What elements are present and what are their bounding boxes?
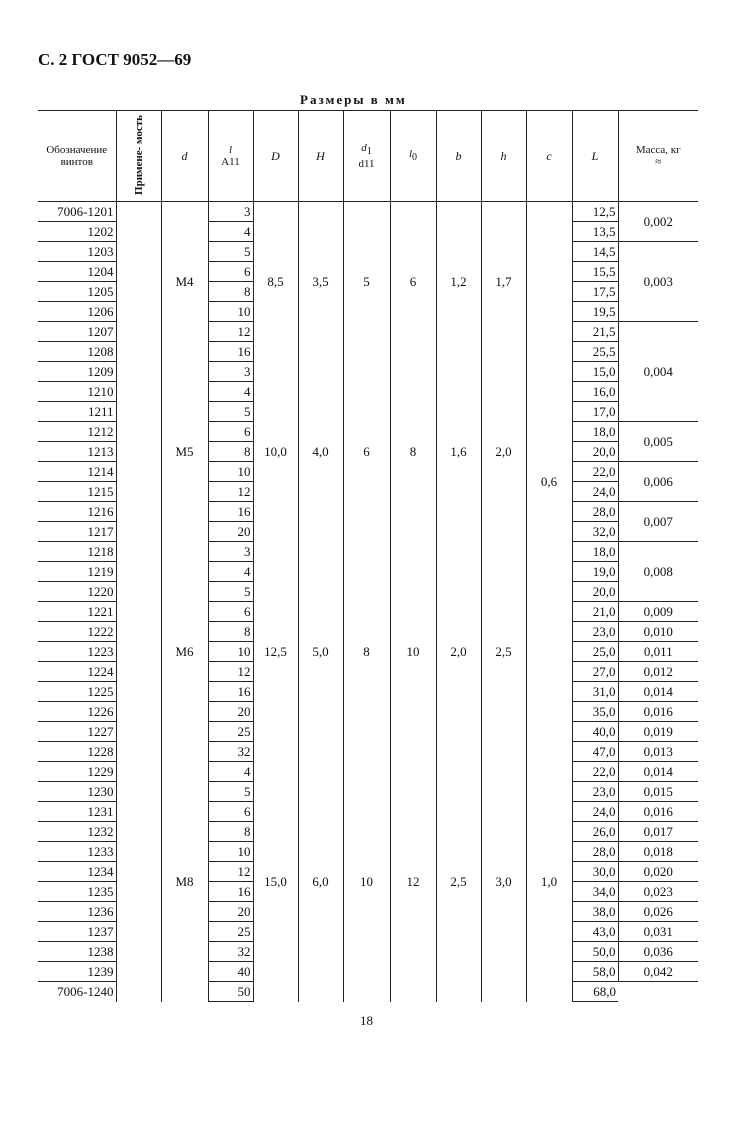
col-header-mass: [618, 111, 698, 202]
dim-c-cell: 0,6: [526, 202, 572, 762]
dim-l0-cell: 12: [390, 762, 436, 1002]
applicability-cell: [116, 382, 161, 402]
total-length-L-cell: 18,0: [572, 422, 618, 442]
d1-subscript: 1: [366, 146, 372, 158]
length-l-cell: 5: [208, 242, 253, 262]
applicability-cell: [116, 302, 161, 322]
applicability-cell: [116, 762, 161, 782]
designation-cell: 1207: [38, 322, 116, 342]
length-l-cell: 8: [208, 622, 253, 642]
designation-cell: 1232: [38, 822, 116, 842]
length-l-cell: 12: [208, 862, 253, 882]
l0-label: l: [408, 147, 413, 160]
total-length-L-cell: 21,5: [572, 322, 618, 342]
table-body: [38, 202, 698, 1002]
length-l-cell: 32: [208, 742, 253, 762]
dim-d1-cell: 8: [343, 542, 390, 762]
total-length-L-cell: 28,0: [572, 502, 618, 522]
length-l-cell: 12: [208, 482, 253, 502]
mass-cell: 0,023: [618, 882, 698, 902]
total-length-L-cell: 50,0: [572, 942, 618, 962]
designation-cell: 1209: [38, 362, 116, 382]
total-length-L-cell: 19,5: [572, 302, 618, 322]
mass-cell: 0,009: [618, 602, 698, 622]
screw-dimensions-table: [38, 110, 698, 1002]
length-l-cell: 20: [208, 902, 253, 922]
total-length-L-cell: 47,0: [572, 742, 618, 762]
applicability-cell: [116, 822, 161, 842]
dim-h-cell: 4,0: [298, 362, 343, 542]
designation-cell: 1218: [38, 542, 116, 562]
designation-cell: 1227: [38, 722, 116, 742]
designation-cell: 1228: [38, 742, 116, 762]
mass-cell: 0,019: [618, 722, 698, 742]
applicability-cell: [116, 602, 161, 622]
dim-h-cell: 2,5: [481, 542, 526, 762]
l-tolerance: A11: [221, 156, 240, 168]
length-l-cell: 25: [208, 922, 253, 942]
mass-cell: 0,008: [618, 542, 698, 602]
designation-cell: 1205: [38, 282, 116, 302]
dim-h-cell: 3,0: [481, 762, 526, 1002]
mass-cell: 0,012: [618, 662, 698, 682]
length-l-cell: 10: [208, 462, 253, 482]
col-header-L: L: [572, 111, 618, 202]
thread-d-cell: M4: [161, 202, 208, 362]
page-number: 18: [360, 1013, 373, 1028]
mass-cell: 0,015: [618, 782, 698, 802]
dim-d-cell: 12,5: [253, 542, 298, 762]
applicability-cell: [116, 462, 161, 482]
dim-c-cell: 1,0: [526, 762, 572, 1002]
total-length-L-cell: 34,0: [572, 882, 618, 902]
applicability-cell: [116, 962, 161, 982]
total-length-L-cell: 26,0: [572, 822, 618, 842]
applicability-cell: [116, 642, 161, 662]
total-length-L-cell: 25,5: [572, 342, 618, 362]
applicability-cell: [116, 662, 161, 682]
designation-cell: 1215: [38, 482, 116, 502]
length-l-cell: 8: [208, 822, 253, 842]
dim-l0-cell: 10: [390, 542, 436, 762]
total-length-L-cell: 24,0: [572, 482, 618, 502]
total-length-L-cell: 30,0: [572, 862, 618, 882]
applicability-cell: [116, 982, 161, 1002]
col-header-b: b: [436, 111, 481, 202]
total-length-L-cell: 25,0: [572, 642, 618, 662]
designation-cell: 1234: [38, 862, 116, 882]
applicability-cell: [116, 422, 161, 442]
col-header-d: d: [161, 111, 208, 202]
length-l-cell: 25: [208, 722, 253, 742]
designation-cell: 1217: [38, 522, 116, 542]
length-l-cell: 6: [208, 602, 253, 622]
mass-cell: 0,014: [618, 682, 698, 702]
designation-cell: 1236: [38, 902, 116, 922]
designation-cell: 1216: [38, 502, 116, 522]
d1-label: d: [361, 141, 367, 154]
dim-l0-cell: 8: [390, 362, 436, 542]
mass-cell: 0,042: [618, 962, 698, 982]
mass-cell: 0,006: [618, 462, 698, 502]
length-l-cell: 10: [208, 642, 253, 662]
total-length-L-cell: 23,0: [572, 782, 618, 802]
applicability-cell: [116, 882, 161, 902]
total-length-L-cell: 13,5: [572, 222, 618, 242]
total-length-L-cell: 12,5: [572, 202, 618, 222]
col-header-l0: [390, 111, 436, 202]
designation-cell: 7006-1240: [57, 983, 114, 999]
dim-d-cell: 8,5: [253, 202, 298, 362]
mass-label: Масса, кг: [635, 144, 681, 156]
dim-h-cell: 6,0: [298, 762, 343, 1002]
total-length-L-cell: 40,0: [572, 722, 618, 742]
total-length-L-cell: 18,0: [572, 542, 618, 562]
dim-b-cell: 2,5: [436, 762, 481, 1002]
dim-d1-cell: 10: [343, 762, 390, 1002]
designation-cell: 1219: [38, 562, 116, 582]
designation-cell: 1233: [38, 842, 116, 862]
applicability-cell: [116, 582, 161, 602]
designation-cell: 1235: [38, 882, 116, 902]
applicability-cell: [116, 802, 161, 822]
length-l-cell: 3: [208, 202, 253, 222]
applicability-cell: [116, 342, 161, 362]
applicability-cell: [116, 622, 161, 642]
designation-cell: 1214: [38, 462, 116, 482]
total-length-L-cell: 20,0: [572, 442, 618, 462]
total-length-L-cell: 14,5: [572, 242, 618, 262]
mass-cell: 0,011: [618, 642, 698, 662]
length-l-cell: 10: [208, 302, 253, 322]
applicability-cell: [116, 782, 161, 802]
designation-cell: 1211: [38, 402, 116, 422]
col-header-c: c: [526, 111, 572, 202]
designation-cell: 1222: [38, 622, 116, 642]
total-length-L-cell: 43,0: [572, 922, 618, 942]
mass-cell: 0,005: [618, 422, 698, 462]
applicability-cell: [116, 362, 161, 382]
designation-cell: 1231: [38, 802, 116, 822]
l-label: l: [228, 144, 233, 156]
total-length-L-cell: 28,0: [572, 842, 618, 862]
designation-cell: 1229: [38, 762, 116, 782]
col-header-D: D: [253, 111, 298, 202]
total-length-L-cell: 17,0: [572, 402, 618, 422]
designation-cell: 1206: [38, 302, 116, 322]
designation-cell: 1213: [38, 442, 116, 462]
total-length-L-cell: 35,0: [572, 702, 618, 722]
length-l-cell: 4: [208, 562, 253, 582]
designation-cell: 1202: [38, 222, 116, 242]
total-length-L-cell: 20,0: [572, 582, 618, 602]
applicability-cell: [116, 542, 161, 562]
total-length-L-cell: 17,5: [572, 282, 618, 302]
applicability-cell: [116, 482, 161, 502]
applicability-cell: [116, 522, 161, 542]
applicability-cell: [116, 862, 161, 882]
length-l-cell: 50: [208, 982, 253, 1002]
col-header-l: [208, 111, 253, 202]
applicability-cell: [116, 202, 161, 222]
length-l-cell: 6: [208, 262, 253, 282]
dim-h-cell: 3,5: [298, 202, 343, 362]
designation-cell: 1223: [38, 642, 116, 662]
length-l-cell: 16: [208, 882, 253, 902]
total-length-L-cell: 22,0: [572, 762, 618, 782]
table-header-row: [38, 111, 698, 202]
designation-cell: 7006-1201: [38, 202, 116, 222]
designation-cell: 1230: [38, 782, 116, 802]
length-l-cell: 40: [208, 962, 253, 982]
length-l-cell: 6: [208, 422, 253, 442]
applicability-cell: [116, 322, 161, 342]
applicability-cell: [116, 222, 161, 242]
mass-cell: 0,002: [618, 202, 698, 242]
length-l-cell: 5: [208, 582, 253, 602]
mass-cell: 0,020: [618, 862, 698, 882]
length-l-cell: 10: [208, 842, 253, 862]
mass-cell: 0,036: [618, 942, 698, 962]
designation-cell: 1226: [38, 702, 116, 722]
mass-cell: 0,016: [618, 802, 698, 822]
designation-cell: 1238: [38, 942, 116, 962]
mass-cell: 0,031: [618, 922, 698, 942]
length-l-cell: 4: [208, 762, 253, 782]
total-length-L-cell: 21,0: [572, 602, 618, 622]
total-length-L-cell: 38,0: [572, 902, 618, 922]
dim-d-cell: 10,0: [253, 362, 298, 542]
dim-b-cell: 1,6: [436, 362, 481, 542]
dim-h-cell: 5,0: [298, 542, 343, 762]
mass-cell: 0,016: [618, 702, 698, 722]
applicability-cell: [116, 402, 161, 422]
designation-cell: 1237: [38, 922, 116, 942]
col-header-applicability: [116, 111, 161, 202]
col-header-h: h: [481, 111, 526, 202]
col-header-d1: [343, 111, 390, 202]
col-header-H: H: [298, 111, 343, 202]
dim-b-cell: 2,0: [436, 542, 481, 762]
total-length-L-cell: 23,0: [572, 622, 618, 642]
length-l-cell: 8: [208, 282, 253, 302]
total-length-L-cell: 24,0: [572, 802, 618, 822]
dim-h-cell: 1,7: [481, 202, 526, 362]
designation-cell: 1204: [38, 262, 116, 282]
designation-cell: 1225: [38, 682, 116, 702]
length-l-cell: 20: [208, 522, 253, 542]
length-l-cell: 5: [208, 402, 253, 422]
mass-cell: 0,003: [618, 242, 698, 322]
length-l-cell: 12: [208, 322, 253, 342]
designation-cell: 1208: [38, 342, 116, 362]
length-l-cell: 16: [208, 342, 253, 362]
length-l-cell: 12: [208, 662, 253, 682]
applicability-cell: [116, 742, 161, 762]
applicability-cell: [116, 262, 161, 282]
col-header-designation: Обозначение винтов: [38, 111, 116, 202]
designation-cell: 1221: [38, 602, 116, 622]
applicability-cell: [116, 942, 161, 962]
mass-approx: ≈: [655, 156, 662, 168]
dim-d-cell: 15,0: [253, 762, 298, 1002]
dim-d1-cell: 5: [343, 202, 390, 362]
mass-cell: 0,004: [618, 322, 698, 422]
length-l-cell: 16: [208, 682, 253, 702]
length-l-cell: 8: [208, 442, 253, 462]
length-l-cell: 3: [208, 542, 253, 562]
applicability-cell: [116, 922, 161, 942]
applicability-cell: [116, 502, 161, 522]
applicability-cell: [116, 242, 161, 262]
applicability-label: Примене- мость: [132, 114, 145, 195]
page-header: С. 2 ГОСТ 9052—69: [38, 50, 192, 69]
thread-d-cell: M8: [161, 762, 208, 1002]
dimensions-caption: Размеры в мм: [300, 92, 407, 107]
total-length-L-cell: 32,0: [572, 522, 618, 542]
applicability-cell: [116, 282, 161, 302]
table-row: [38, 362, 698, 382]
mass-cell: 0,013: [618, 742, 698, 762]
length-l-cell: 16: [208, 502, 253, 522]
table-row: [38, 202, 698, 222]
designation-cell: 1212: [38, 422, 116, 442]
applicability-cell: [116, 842, 161, 862]
applicability-cell: [116, 442, 161, 462]
mass-cell: 0,010: [618, 622, 698, 642]
total-length-L-cell: 19,0: [572, 562, 618, 582]
table-row: [38, 542, 698, 562]
mass-cell: 0,026: [618, 902, 698, 922]
l0-subscript: 0: [412, 152, 418, 164]
designation-cell: 1239: [38, 962, 116, 982]
total-length-L-cell: 31,0: [572, 682, 618, 702]
designation-cell: 1224: [38, 662, 116, 682]
dim-h-cell: 2,0: [481, 362, 526, 542]
total-length-L-cell: 15,5: [572, 262, 618, 282]
total-length-L-cell: 27,0: [572, 662, 618, 682]
d1-tolerance: d11: [358, 158, 375, 171]
length-l-cell: 6: [208, 802, 253, 822]
mass-cell: 0,007: [618, 502, 698, 542]
dim-b-cell: 1,2: [436, 202, 481, 362]
applicability-cell: [116, 702, 161, 722]
thread-d-cell: M5: [161, 362, 208, 542]
length-l-cell: 4: [208, 382, 253, 402]
mass-cell: 0,018: [618, 842, 698, 862]
length-l-cell: 3: [208, 362, 253, 382]
designation-cell: 1210: [38, 382, 116, 402]
dim-d1-cell: 6: [343, 362, 390, 542]
designation-cell: 1203: [38, 242, 116, 262]
length-l-cell: 4: [208, 222, 253, 242]
designation-cell: 1220: [38, 582, 116, 602]
table-row: [38, 762, 698, 782]
length-l-cell: 32: [208, 942, 253, 962]
mass-cell: 0,014: [618, 762, 698, 782]
applicability-cell: [116, 722, 161, 742]
applicability-cell: [116, 902, 161, 922]
total-length-L-cell: 22,0: [572, 462, 618, 482]
dim-l0-cell: 6: [390, 202, 436, 362]
applicability-cell: [116, 682, 161, 702]
mass-cell: 0,017: [618, 822, 698, 842]
total-length-L-cell: 15,0: [572, 362, 618, 382]
total-length-L-cell: 16,0: [572, 382, 618, 402]
thread-d-cell: M6: [161, 542, 208, 762]
applicability-cell: [116, 562, 161, 582]
length-l-cell: 5: [208, 782, 253, 802]
length-l-cell: 20: [208, 702, 253, 722]
total-length-L-cell: 58,0: [572, 962, 618, 982]
total-length-L-cell: 68,0: [572, 982, 618, 1002]
